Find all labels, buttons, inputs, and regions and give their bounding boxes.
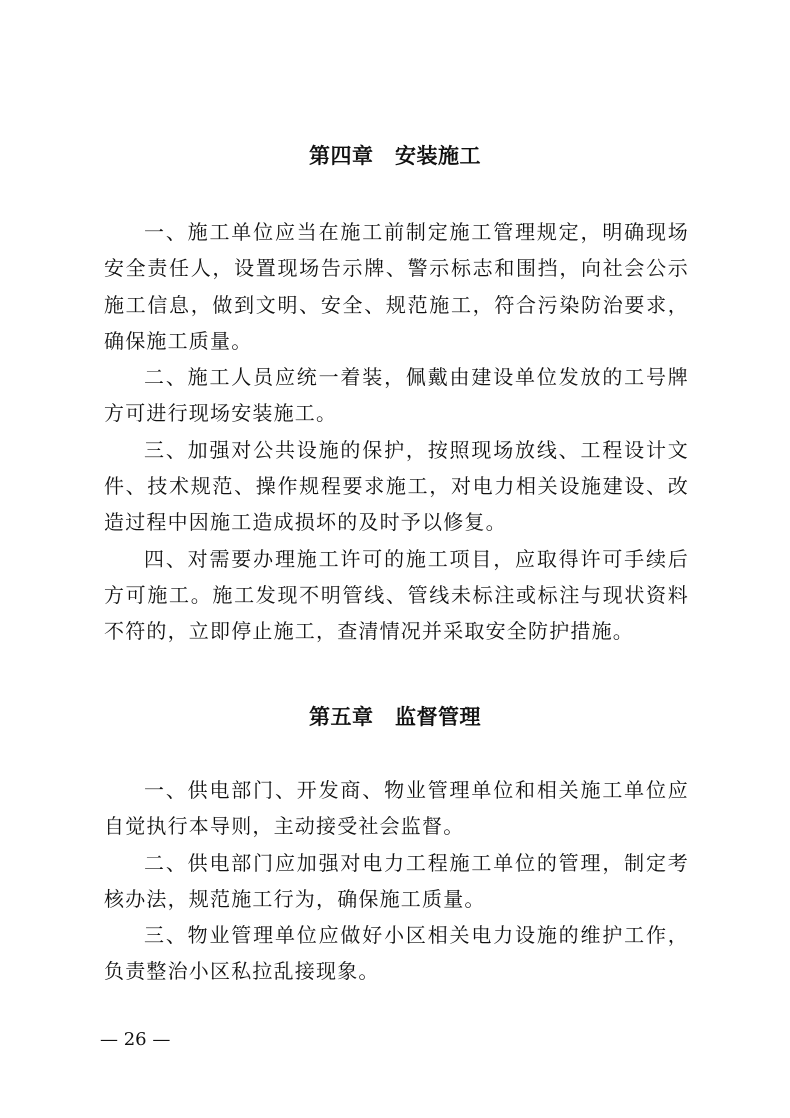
chapter-5-paragraph-1: 一、供电部门、开发商、物业管理单位和相关施工单位应自觉执行本导则，主动接受社会监督。 — [104, 778, 689, 839]
chapter-5-title: 第五章 监督管理 — [309, 705, 481, 729]
chapter-4-body — [104, 214, 689, 650]
chapter-4-title: 第四章 安装施工 — [309, 144, 481, 168]
chapter-4-paragraph-4: 四、对需要办理施工许可的施工项目，应取得许可手续后方可施工。施工发现不明管线、管线未标注或标注与现状资料不符的，立即停止施工，查清情况并采取安全防护措施。 — [104, 546, 689, 644]
chapter-5-paragraph-2: 二、供电部门应加强对电力工程施工单位的管理，制定考核办法，规范施工行为，确保施工质量。 — [104, 850, 689, 911]
chapter-4-paragraph-3: 三、加强对公共设施的保护，按照现场放线、工程设计文件、技术规范、操作规程要求施工，对电力相关设施建设、改造过程中因施工造成损坏的及时予以修复。 — [104, 437, 689, 535]
chapter-5-paragraph-3: 三、物业管理单位应做好小区相关电力设施的维护工作，负责整治小区私拉乱接现象。 — [104, 923, 689, 984]
page-number: — 26 — — [100, 1029, 171, 1050]
chapter-4-paragraph-2: 二、施工人员应统一着装，佩戴由建设单位发放的工号牌方可进行现场安装施工。 — [104, 365, 689, 426]
chapter-4-paragraph-1: 一、施工单位应当在施工前制定施工管理规定，明确现场安全责任人，设置现场告示牌、警示标志和围挡，向社会公示施工信息，做到文明、安全、规范施工，符合污染防治要求，确保施工质量。 — [104, 220, 689, 353]
chapter-5-body — [104, 772, 689, 990]
